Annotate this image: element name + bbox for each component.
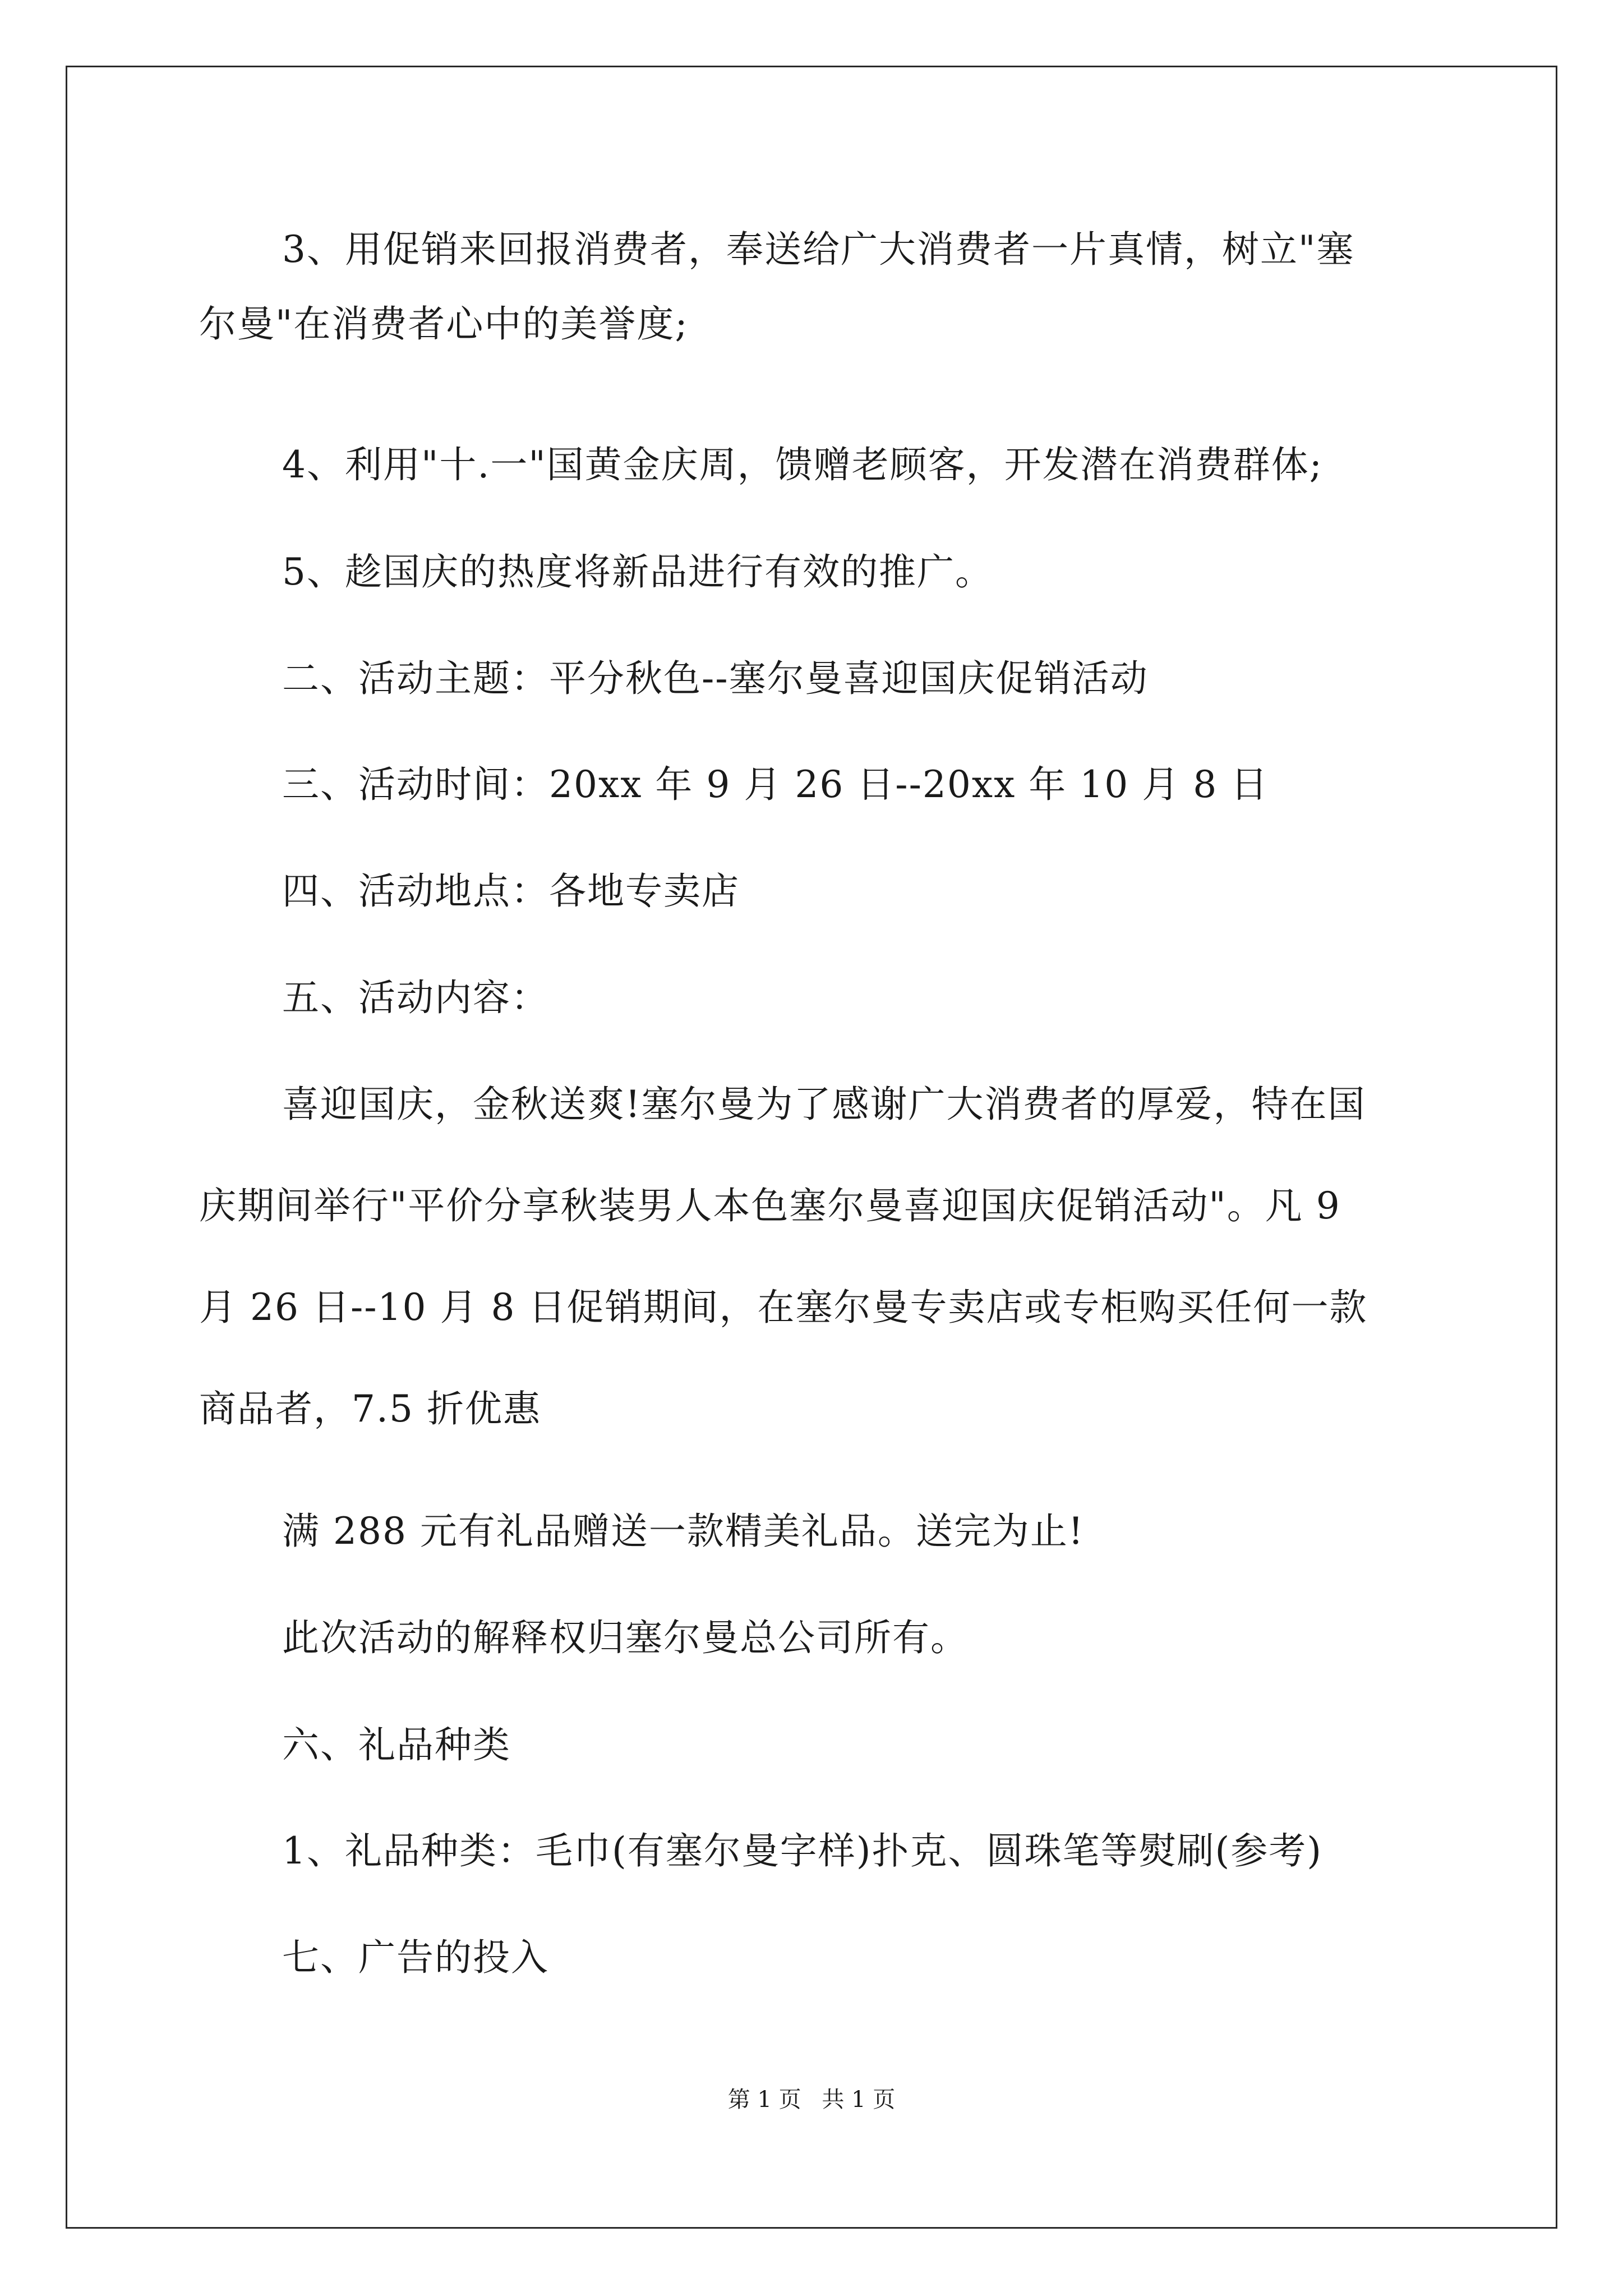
- paragraph-line: 商品者，7.5 折优惠: [199, 1387, 541, 1430]
- section-heading: 七、广告的投入: [282, 1936, 549, 1979]
- paragraph-line: 庆期间举行"平价分享秋装男人本色塞尔曼喜迎国庆促销活动"。凡 9: [199, 1184, 1341, 1227]
- section-heading: 六、礼品种类: [282, 1723, 511, 1766]
- page-footer: [0, 2086, 1623, 2114]
- paragraph-line: 月 26 日--10 月 8 日促销期间，在塞尔曼专卖店或专柜购买任何一款: [199, 1286, 1368, 1329]
- section-heading: 四、活动地点：各地专卖店: [282, 869, 740, 913]
- section-heading: 五、活动内容：: [282, 976, 549, 1019]
- section-heading: 二、活动主题：平分秋色--塞尔曼喜迎国庆促销活动: [282, 657, 1149, 700]
- paragraph-line: 喜迎国庆，金秋送爽!塞尔曼为了感谢广大消费者的厚爱，特在国: [282, 1083, 1366, 1126]
- page-number: 第 1 页: [727, 2087, 801, 2113]
- paragraph-line: 满 288 元有礼品赠送一款精美礼品。送完为止!: [282, 1510, 1085, 1553]
- page-border: [66, 66, 1557, 2229]
- paragraph-line: 此次活动的解释权归塞尔曼总公司所有。: [282, 1616, 969, 1659]
- section-heading: 三、活动时间：20xx 年 9 月 26 日--20xx 年 10 月 8 日: [282, 763, 1269, 806]
- paragraph-line: 1、礼品种类：毛巾(有塞尔曼字样)扑克、圆珠笔等熨刷(参考): [282, 1829, 1322, 1872]
- paragraph-line: 3、用促销来回报消费者，奉送给广大消费者一片真情，树立"塞: [282, 228, 1355, 271]
- paragraph-line: 4、利用"十.一"国黄金庆周，馈赠老顾客，开发潜在消费群体;: [282, 443, 1323, 486]
- paragraph-line: 5、趁国庆的热度将新品进行有效的推广。: [282, 550, 993, 593]
- paragraph-line: 尔曼"在消费者心中的美誉度;: [199, 302, 689, 346]
- page-total: 共 1 页: [822, 2087, 896, 2113]
